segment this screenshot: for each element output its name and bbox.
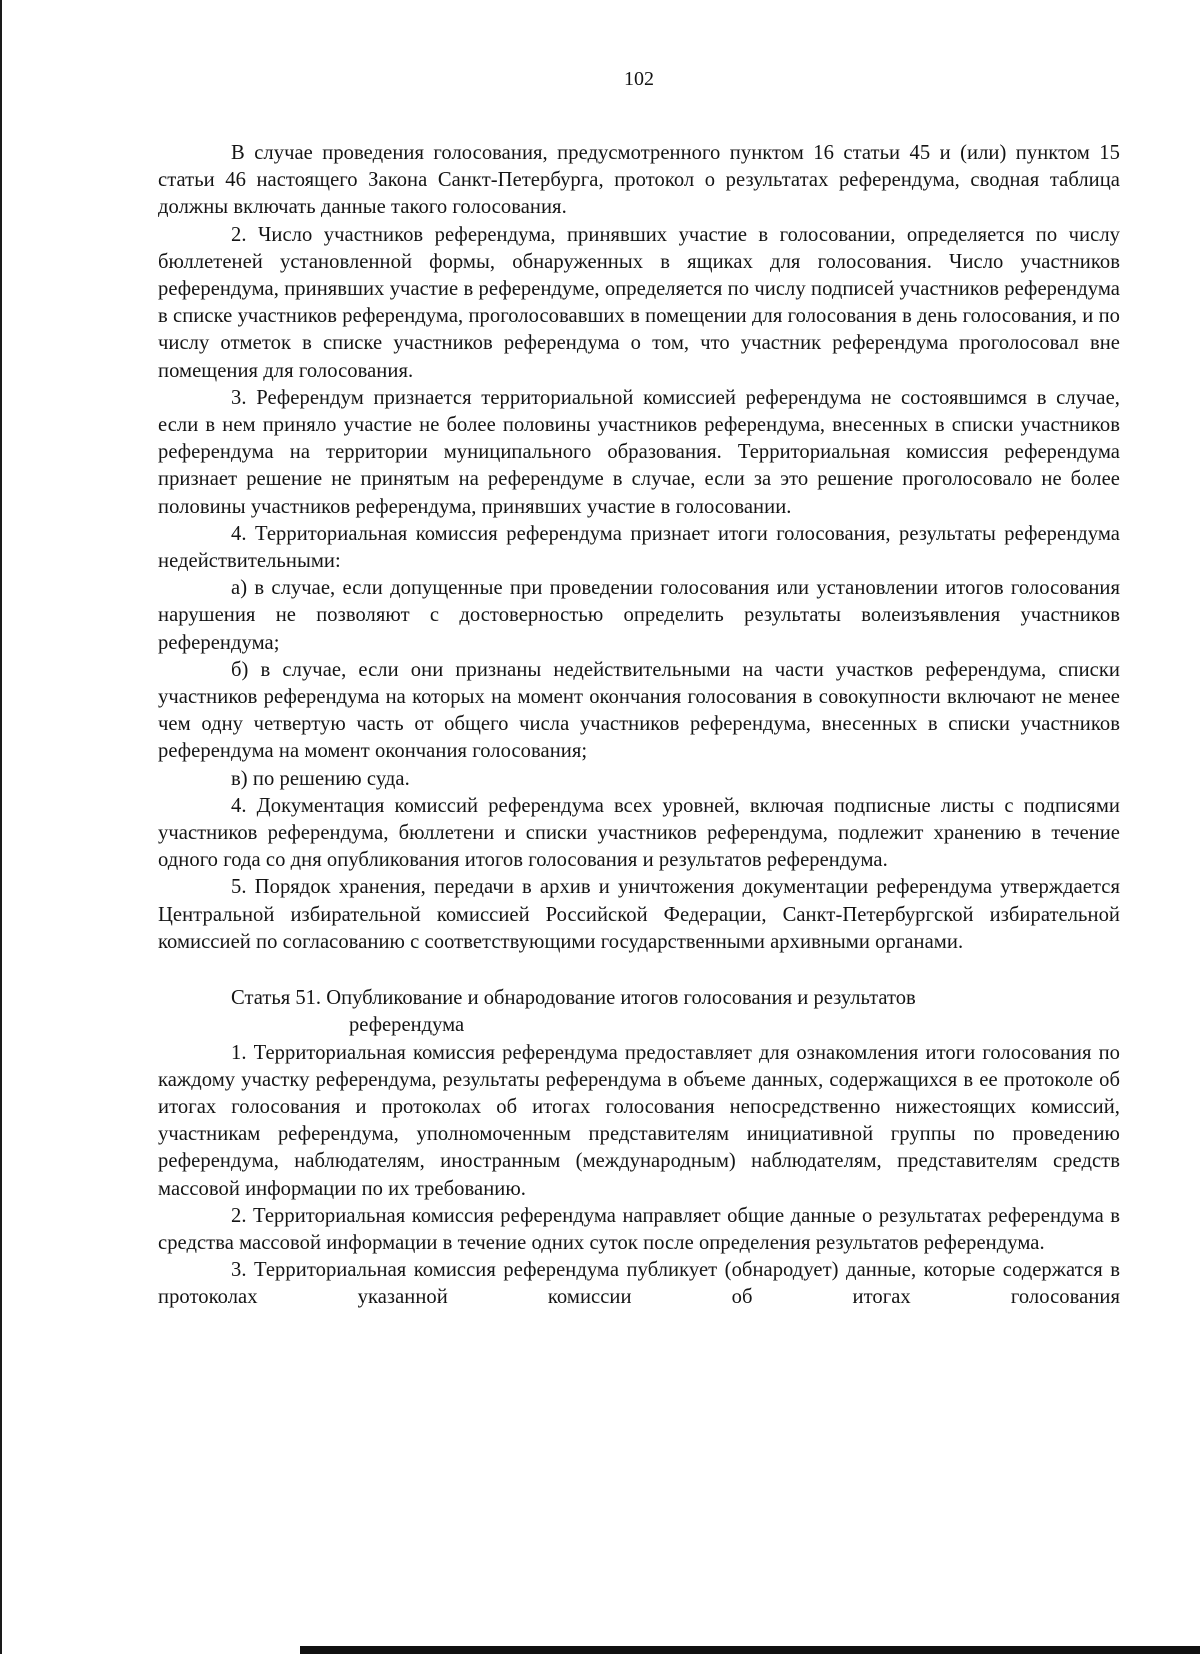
paragraph-subitem-a: а) в случае, если допущенные при проведении голосования или установлении итогов голосования нарушения не позволяют с достоверностью определить результаты волеизъявления участников референдума; — [158, 577, 1120, 654]
article-51-heading — [158, 985, 1120, 1039]
paragraph-subitem-v: в) по решению суда. — [231, 767, 410, 790]
paragraph-intro: В случае проведения голосования, предусмотренного пунктом 16 статьи 45 и (или) пунктом 15 статьи 46 настоящего Закона Санкт-Петербурга, протокол о результатах референдума, сводная таблица должны включать данные такого голосования. — [158, 142, 1120, 219]
page-number: 102 — [624, 68, 654, 90]
paragraph-item-3: 3. Референдум признается территориальной комиссией референдума не состоявшимся в случае, если в нем приняло участие не более половины участников референдума, внесенных в списки участников референдума на территории муниципального образования. Территориальная комиссия референдума признает решение не принятым на референдуме в случае, если за это решение проголосовало не более половины участников референдума, принявших участие в голосовании. — [158, 386, 1120, 518]
paragraph-item-4: 4. Территориальная комиссия референдума признает итоги голосования, результаты референдума недействительными: — [158, 522, 1120, 573]
article-paragraph-1: 1. Территориальная комиссия референдума предоставляет для ознакомления итоги голосования по каждому участку референдума, результаты референдума в объеме данных, содержащихся в ее протоколе об итогах голосования и протоколах об итогах голосования непосредственно нижестоящих комиссий, участникам референдума, уполномоченным представителям инициативной группы по проведению референдума, наблюдателям, иностранным (международным) наблюдателям, представителям средств массовой информации по их требованию. — [158, 1041, 1120, 1200]
document-body — [158, 140, 1120, 1312]
scan-edge-left — [0, 0, 2, 1654]
paragraph-item-5: 5. Порядок хранения, передачи в архив и уничтожения документации референдума утверждается Центральной избирательной комиссией Российской Федерации, Санкт-Петербургской избирательной комиссией по согласованию с соответствующими государственными архивными органами. — [158, 876, 1120, 953]
article-heading-line1: Статья 51. Опубликование и обнародование итогов голосования и результатов — [231, 987, 916, 1010]
scan-edge-bottom — [300, 1646, 1200, 1654]
paragraph-item-2: 2. Число участников референдума, принявших участие в голосовании, определяется по числу бюллетеней установленной формы, обнаруженных в ящиках для голосования. Число участников референдума, принявших участие в референдуме, определяется по числу подписей участников референдума в списке участников референдума, проголосовавших в помещении для голосования в день голосования, и по числу отметок в списке участников референдума о том, что участник референдума проголосовал вне помещения для голосования. — [158, 223, 1120, 382]
paragraph-item-4-documentation: 4. Документация комиссий референдума всех уровней, включая подписные листы с подписями участников референдума, бюллетени и списки участников референдума, подлежит хранению в течение одного года со дня опубликования итогов голосования и результатов референдума. — [158, 794, 1120, 872]
article-paragraph-3: 3. Территориальная комиссия референдума публикует (обнародует) данные, которые содержатся в протоколах указанной комиссии об итогах голосования — [158, 1259, 1120, 1309]
paragraph-subitem-b: б) в случае, если они признаны недействительными на части участков референдума, списки участников референдума на которых на момент окончания голосования в совокупности включают не менее чем одну четвертую часть от общего числа участников референдума, внесенных в списки участников референдума на момент окончания голосования; — [158, 658, 1120, 763]
article-heading-line2: референдума — [349, 1014, 465, 1037]
article-paragraph-2: 2. Территориальная комиссия референдума направляет общие данные о результатах референдума в средства массовой информации в течение одних суток после определения результатов референдума. — [158, 1204, 1120, 1254]
